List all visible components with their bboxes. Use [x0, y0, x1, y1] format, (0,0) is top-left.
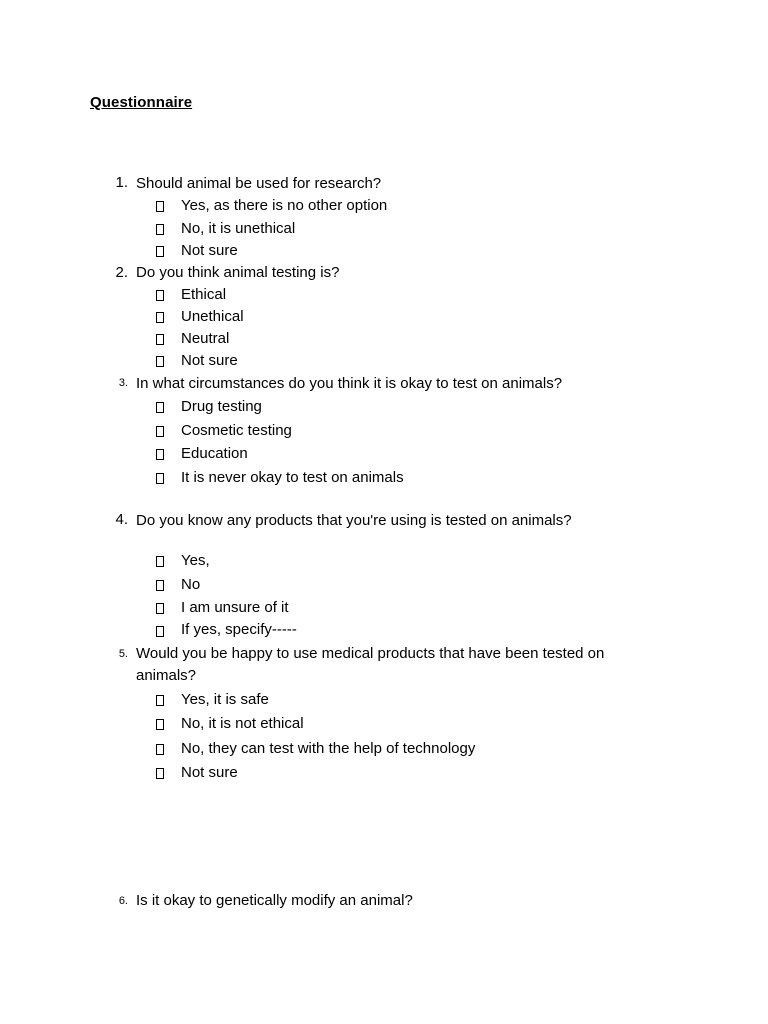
option-label: Not sure — [181, 352, 238, 369]
checkbox-icon[interactable] — [156, 334, 164, 345]
checkbox-icon[interactable] — [156, 556, 164, 567]
option-label: No, it is not ethical — [181, 715, 304, 732]
option-label: Neutral — [181, 330, 230, 347]
option-label: Unethical — [181, 308, 244, 325]
checkbox-icon[interactable] — [156, 246, 164, 257]
option-label: Not sure — [181, 764, 238, 781]
option-label: Yes, as there is no other option — [181, 197, 388, 214]
question-number: 5. — [118, 648, 128, 660]
checkbox-icon[interactable] — [156, 719, 164, 730]
checkbox-icon[interactable] — [156, 580, 164, 591]
question-text: Would you be happy to use medical products that have been tested on animals? — [136, 645, 605, 684]
option-label: Not sure — [181, 242, 238, 259]
checkbox-icon[interactable] — [156, 473, 164, 484]
option-label: Drug testing — [181, 398, 262, 415]
question-text: Do you know any products that you're using is tested on animals? — [136, 512, 572, 529]
checkbox-icon[interactable] — [156, 201, 164, 212]
question-text: Do you think animal testing is? — [136, 264, 340, 281]
checkbox-icon[interactable] — [156, 768, 164, 779]
checkbox-icon[interactable] — [156, 290, 164, 301]
option-label: No, it is unethical — [181, 220, 296, 237]
option-label: If yes, specify----- — [181, 621, 297, 638]
checkbox-icon[interactable] — [156, 695, 164, 706]
checkbox-icon[interactable] — [156, 312, 164, 323]
checkbox-icon[interactable] — [156, 426, 164, 437]
question-text: Is it okay to genetically modify an animal? — [136, 892, 413, 909]
question-text: Should animal be used for research? — [136, 175, 382, 192]
question-number: 2. — [115, 264, 128, 281]
option-label: Cosmetic testing — [181, 422, 292, 439]
checkbox-icon[interactable] — [156, 449, 164, 460]
question-number: 6. — [118, 895, 128, 907]
option-label: No — [181, 576, 201, 593]
question-number: 4. — [115, 511, 128, 528]
option-label: It is never okay to test on animals — [181, 469, 404, 486]
question-number: 3. — [118, 377, 128, 389]
option-label: I am unsure of it — [181, 599, 289, 616]
option-label: Yes, it is safe — [181, 691, 269, 708]
option-label: Ethical — [181, 286, 227, 303]
question-number: 1. — [115, 174, 128, 191]
option-label: No, they can test with the help of technology — [181, 740, 476, 757]
checkbox-icon[interactable] — [156, 603, 164, 614]
checkbox-icon[interactable] — [156, 402, 164, 413]
checkbox-icon[interactable] — [156, 744, 164, 755]
checkbox-icon[interactable] — [156, 626, 164, 637]
option-label: Education — [181, 445, 248, 462]
checkbox-icon[interactable] — [156, 224, 164, 235]
option-label: Yes, — [181, 552, 210, 569]
checkbox-icon[interactable] — [156, 356, 164, 367]
question-text: In what circumstances do you think it is okay to test on animals? — [136, 375, 563, 392]
document-title: Questionnaire — [90, 94, 193, 111]
